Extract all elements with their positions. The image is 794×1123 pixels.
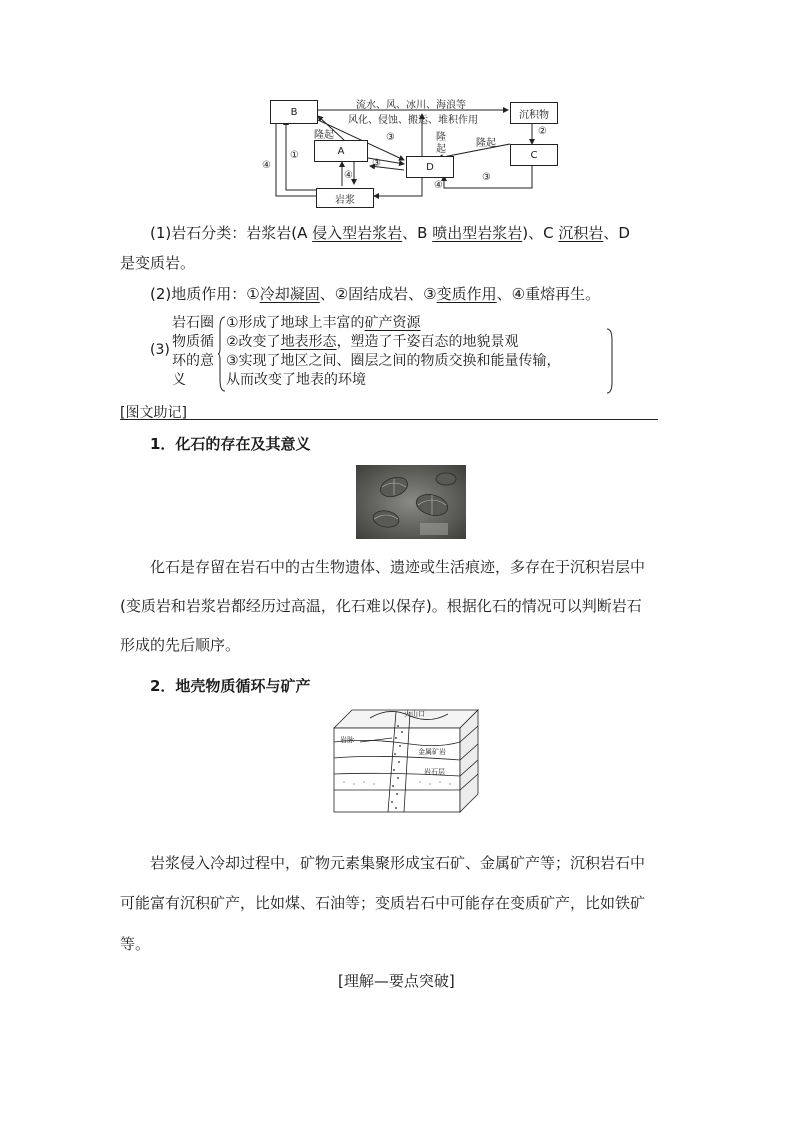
meaning-3: ③实现了地区之间、圈层之间的物质交换和能量传输， — [226, 353, 561, 369]
item-1-mid2: )、C — [522, 224, 554, 242]
item-3-label-line-3: 环的意 — [172, 353, 214, 369]
marker-3b: ③ — [372, 158, 381, 169]
item-2 — [150, 284, 600, 304]
item-2-mid2: 、④重熔再生。 — [496, 285, 601, 303]
label-uplift-mid: 隆起 — [436, 132, 446, 155]
item-3-meanings — [226, 314, 561, 390]
item-1-line-2: 是变质岩。 — [120, 254, 196, 272]
item-3-label-line-4: 义 — [172, 372, 186, 388]
label-uplift-right: 隆起 — [476, 138, 496, 149]
section-divider — [120, 419, 658, 420]
marker-4c: ④ — [434, 180, 443, 191]
node-d: D — [406, 156, 454, 178]
node-c: C — [510, 144, 558, 166]
item-3-number: (3) — [150, 342, 170, 358]
item-1-prefix: (1)岩石分类：岩浆岩(A — [150, 224, 308, 242]
fossil-para-line-1: 化石是存留在岩石中的古生物遗体、遗迹或生活痕迹，多存在于沉积岩层中 — [150, 558, 646, 576]
section-footer: [理解—要点突破] — [338, 972, 455, 990]
label-volcano: 火山口 — [404, 710, 425, 718]
left-brace-icon — [218, 316, 226, 392]
label-dike: 岩脉 — [340, 736, 354, 744]
mineral-para-line-2: 可能富有沉积矿产，比如煤、石油等；变质岩石中可能存在变质矿产，比如铁矿 — [120, 894, 646, 912]
marker-2: ② — [538, 126, 547, 137]
marker-3a: ③ — [386, 132, 395, 143]
item-1-mid3: 、D — [603, 224, 630, 242]
mineral-para-line-1: 岩浆侵入冷却过程中，矿物元素集聚形成宝石矿、金属矿产等；沉积岩石中 — [150, 854, 646, 872]
fossil-para-line-3: 形成的先后顺序。 — [120, 636, 241, 654]
node-magma: 岩浆 — [316, 188, 374, 208]
item-3-label-line-1: 岩石圈 — [172, 315, 214, 331]
meaning-4: 从而改变了地表的环境 — [226, 372, 366, 388]
mineral-para-line-3: 等。 — [120, 935, 151, 953]
marker-4a: ④ — [262, 160, 271, 171]
heading-minerals: 2．地壳物质循环与矿产 — [150, 677, 311, 695]
meaning-2: ②改变了地表形态，塑造了千姿百态的地貌景观 — [226, 334, 519, 350]
item-1-c-type: 沉积岩 — [558, 224, 604, 242]
meaning-1: ①形成了地球上丰富的矿产资源 — [226, 315, 421, 331]
item-3 — [150, 312, 620, 394]
item-1-b-type: 喷出型岩浆岩 — [432, 224, 523, 242]
crust-block-diagram — [330, 702, 490, 814]
label-processes-1: 流水、风、冰川、海浪等 — [356, 100, 466, 111]
label-processes-2: 风化、侵蚀、搬运、堆积作用 — [348, 115, 478, 126]
marker-3c: ③ — [482, 172, 491, 183]
item-2-p3: 变质作用 — [436, 285, 497, 303]
node-b: B — [270, 100, 318, 124]
item-2-p1: 冷却凝固 — [259, 285, 320, 303]
item-3-label — [172, 314, 214, 390]
marker-4b: ④ — [344, 170, 353, 181]
item-1-mid1: 、B — [402, 224, 428, 242]
node-a: A — [314, 140, 368, 162]
right-brace-icon — [606, 328, 614, 394]
item-1-a-type: 侵入型岩浆岩 — [312, 224, 403, 242]
label-mineral: 金属矿岩 — [418, 748, 446, 756]
item-2-prefix: (2)地质作用：① — [150, 285, 260, 303]
item-2-mid1: 、②固结成岩、③ — [319, 285, 437, 303]
section-label: [图文助记] — [120, 405, 187, 421]
rock-cycle-diagram — [262, 96, 562, 208]
marker-1: ① — [290, 150, 299, 161]
fossil-para-line-2: (变质岩和岩浆岩都经历过高温，化石难以保存)。根据化石的情况可以判断岩石 — [120, 597, 642, 615]
label-strata: 岩石层 — [424, 768, 445, 776]
item-3-label-line-2: 物质循 — [172, 334, 214, 350]
item-1-line-1 — [150, 223, 630, 243]
label-uplift-left: 隆起 — [314, 130, 334, 141]
fossil-image — [356, 465, 466, 539]
node-sediment: 沉积物 — [510, 102, 558, 124]
fossil-photo — [356, 465, 466, 539]
heading-fossils: 1．化石的存在及其意义 — [150, 435, 311, 453]
crust-block-svg — [330, 702, 490, 814]
